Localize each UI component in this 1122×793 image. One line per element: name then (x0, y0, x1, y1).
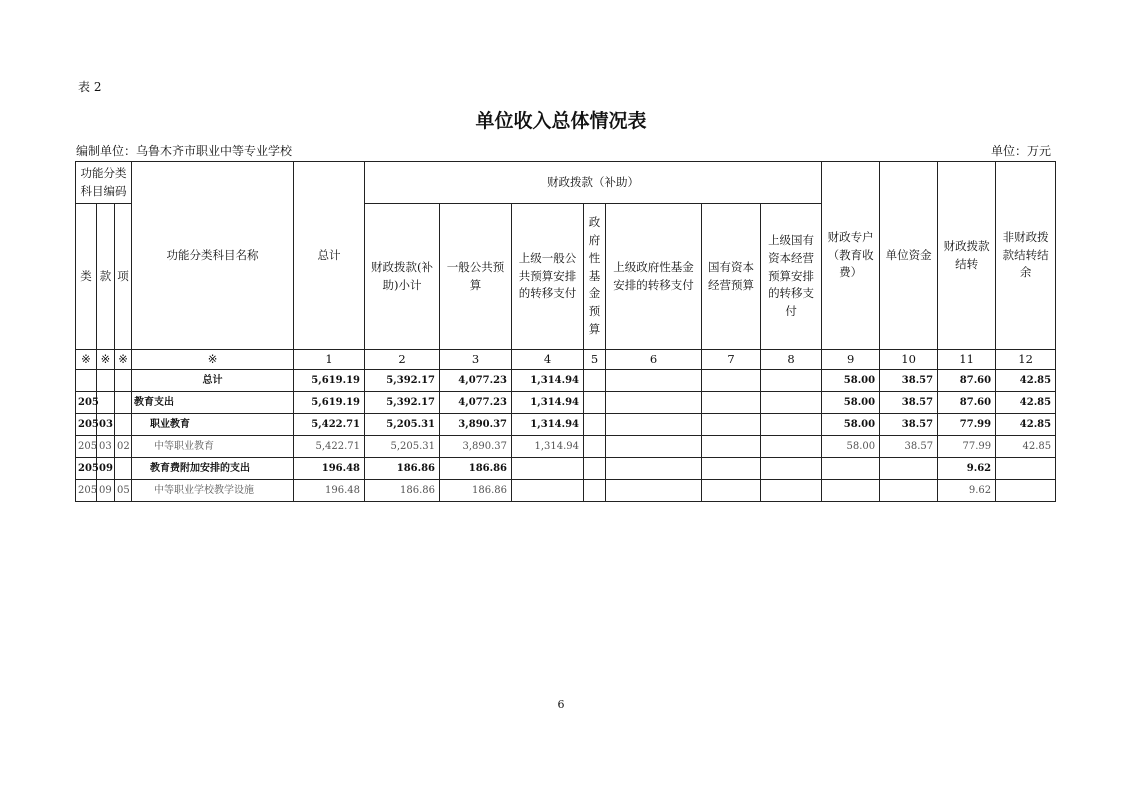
cell-c10: 38.57 (880, 370, 938, 392)
cell-c10 (880, 458, 938, 480)
cell-c6 (606, 392, 702, 414)
cell-lei: 205 (76, 480, 97, 502)
numbering-cell: 7 (702, 350, 761, 370)
cell-c3: 4,077.23 (440, 370, 512, 392)
cell-c11: 77.99 (938, 436, 996, 458)
numbering-cell: ※ (132, 350, 294, 370)
table-row (76, 436, 1056, 458)
cell-c12: 42.85 (996, 370, 1056, 392)
cell-c2: 186.86 (365, 458, 440, 480)
header-c7: 国有资本经营预算 (702, 204, 761, 350)
cell-c2: 5,205.31 (365, 414, 440, 436)
header-c9: 财政专户（教育收费） (822, 162, 880, 350)
cell-c4: 1,314.94 (512, 370, 584, 392)
cell-c6 (606, 480, 702, 502)
numbering-cell: 8 (761, 350, 822, 370)
cell-c12 (996, 458, 1056, 480)
header-kuan: 款 (97, 204, 115, 350)
cell-name: 职业教育 (132, 414, 294, 436)
currency-unit: 单位：万元 (990, 144, 1051, 158)
header-fiscal-group: 财政拨款（补助） (365, 162, 822, 204)
numbering-cell: 1 (294, 350, 365, 370)
cell-c12: 42.85 (996, 436, 1056, 458)
cell-name: 教育费附加安排的支出 (132, 458, 294, 480)
numbering-cell: 9 (822, 350, 880, 370)
numbering-cell: ※ (76, 350, 97, 370)
numbering-cell: ※ (97, 350, 115, 370)
cell-c7 (702, 392, 761, 414)
header-row-1 (76, 162, 1056, 204)
cell-name: 中等职业学校教学设施 (132, 480, 294, 502)
cell-c6 (606, 414, 702, 436)
header-c6: 上级政府性基金安排的转移支付 (606, 204, 702, 350)
cell-kuan: 09 (97, 458, 115, 480)
header-c3: 一般公共预算 (440, 204, 512, 350)
header-c10: 单位资金 (880, 162, 938, 350)
page-title: 单位收入总体情况表 (475, 110, 647, 132)
cell-c9: 58.00 (822, 436, 880, 458)
table-row (76, 480, 1056, 502)
cell-c8 (761, 370, 822, 392)
cell-c9: 58.00 (822, 414, 880, 436)
income-summary-table (75, 161, 1056, 502)
cell-c9: 58.00 (822, 370, 880, 392)
header-total: 总计 (294, 162, 365, 350)
header-c8: 上级国有资本经营预算安排的转移支付 (761, 204, 822, 350)
header-c11: 财政拨款结转 (938, 162, 996, 350)
cell-c10 (880, 480, 938, 502)
cell-c5 (584, 458, 606, 480)
numbering-cell: 5 (584, 350, 606, 370)
numbering-cell: 4 (512, 350, 584, 370)
numbering-cell: 12 (996, 350, 1056, 370)
cell-c2: 5,392.17 (365, 370, 440, 392)
header-c12: 非财政拨款结转结余 (996, 162, 1056, 350)
cell-lei: 205 (76, 414, 97, 436)
cell-lei: 205 (76, 458, 97, 480)
cell-xiang (115, 370, 132, 392)
cell-c3: 186.86 (440, 458, 512, 480)
cell-c9 (822, 458, 880, 480)
cell-c11: 77.99 (938, 414, 996, 436)
compiling-unit: 编制单位：乌鲁木齐市职业中等专业学校 (76, 144, 293, 158)
cell-c5 (584, 392, 606, 414)
numbering-row (76, 350, 1056, 370)
numbering-cell: 2 (365, 350, 440, 370)
cell-kuan (97, 392, 115, 414)
cell-kuan (97, 370, 115, 392)
cell-c5 (584, 480, 606, 502)
table-row-grand-total (76, 370, 1056, 392)
cell-c11: 9.62 (938, 480, 996, 502)
cell-c11: 9.62 (938, 458, 996, 480)
cell-lei: 205 (76, 392, 97, 414)
numbering-cell: 3 (440, 350, 512, 370)
cell-name: 教育支出 (132, 392, 294, 414)
cell-c1: 5,619.19 (294, 392, 365, 414)
header-c4: 上级一般公共预算安排的转移支付 (512, 204, 584, 350)
cell-c4 (512, 458, 584, 480)
cell-lei: 205 (76, 436, 97, 458)
cell-c4: 1,314.94 (512, 414, 584, 436)
cell-kuan: 03 (97, 436, 115, 458)
cell-c9: 58.00 (822, 392, 880, 414)
cell-c8 (761, 458, 822, 480)
header-c2: 财政拨款(补助)小计 (365, 204, 440, 350)
page-number: 6 (557, 698, 565, 711)
cell-c1: 5,422.71 (294, 414, 365, 436)
cell-c7 (702, 480, 761, 502)
cell-name: 总计 (132, 370, 294, 392)
cell-c4 (512, 480, 584, 502)
cell-c6 (606, 370, 702, 392)
cell-c3: 4,077.23 (440, 392, 512, 414)
cell-c5 (584, 436, 606, 458)
cell-xiang (115, 414, 132, 436)
header-lei: 类 (76, 204, 97, 350)
header-code-group: 功能分类科目编码 (76, 162, 132, 204)
cell-c6 (606, 436, 702, 458)
cell-c12: 42.85 (996, 392, 1056, 414)
cell-kuan: 09 (97, 480, 115, 502)
cell-xiang (115, 458, 132, 480)
cell-c2: 5,205.31 (365, 436, 440, 458)
cell-c4: 1,314.94 (512, 392, 584, 414)
numbering-cell: 6 (606, 350, 702, 370)
numbering-cell: 11 (938, 350, 996, 370)
cell-c1: 196.48 (294, 480, 365, 502)
cell-c12: 42.85 (996, 414, 1056, 436)
cell-c1: 5,619.19 (294, 370, 365, 392)
cell-c10: 38.57 (880, 414, 938, 436)
cell-c6 (606, 458, 702, 480)
cell-c5 (584, 414, 606, 436)
cell-name: 中等职业教育 (132, 436, 294, 458)
cell-c10: 38.57 (880, 392, 938, 414)
cell-c8 (761, 392, 822, 414)
table-row (76, 392, 1056, 414)
cell-xiang: 02 (115, 436, 132, 458)
table-row (76, 414, 1056, 436)
cell-c7 (702, 414, 761, 436)
cell-c7 (702, 370, 761, 392)
cell-c1: 196.48 (294, 458, 365, 480)
numbering-cell: ※ (115, 350, 132, 370)
cell-c3: 3,890.37 (440, 414, 512, 436)
cell-lei (76, 370, 97, 392)
cell-c7 (702, 436, 761, 458)
cell-c3: 186.86 (440, 480, 512, 502)
cell-kuan: 03 (97, 414, 115, 436)
numbering-cell: 10 (880, 350, 938, 370)
cell-xiang: 05 (115, 480, 132, 502)
table-number: 表 2 (78, 80, 102, 94)
cell-c3: 3,890.37 (440, 436, 512, 458)
cell-c9 (822, 480, 880, 502)
cell-c10: 38.57 (880, 436, 938, 458)
cell-c12 (996, 480, 1056, 502)
cell-c8 (761, 480, 822, 502)
cell-c8 (761, 436, 822, 458)
cell-c5 (584, 370, 606, 392)
header-xiang: 项 (115, 204, 132, 350)
header-name: 功能分类科目名称 (132, 162, 294, 350)
cell-c2: 186.86 (365, 480, 440, 502)
cell-c11: 87.60 (938, 392, 996, 414)
cell-c1: 5,422.71 (294, 436, 365, 458)
cell-c8 (761, 414, 822, 436)
cell-c2: 5,392.17 (365, 392, 440, 414)
cell-xiang (115, 392, 132, 414)
cell-c7 (702, 458, 761, 480)
header-c5: 政府性基金预算 (584, 204, 606, 350)
table-row (76, 458, 1056, 480)
cell-c11: 87.60 (938, 370, 996, 392)
cell-c4: 1,314.94 (512, 436, 584, 458)
